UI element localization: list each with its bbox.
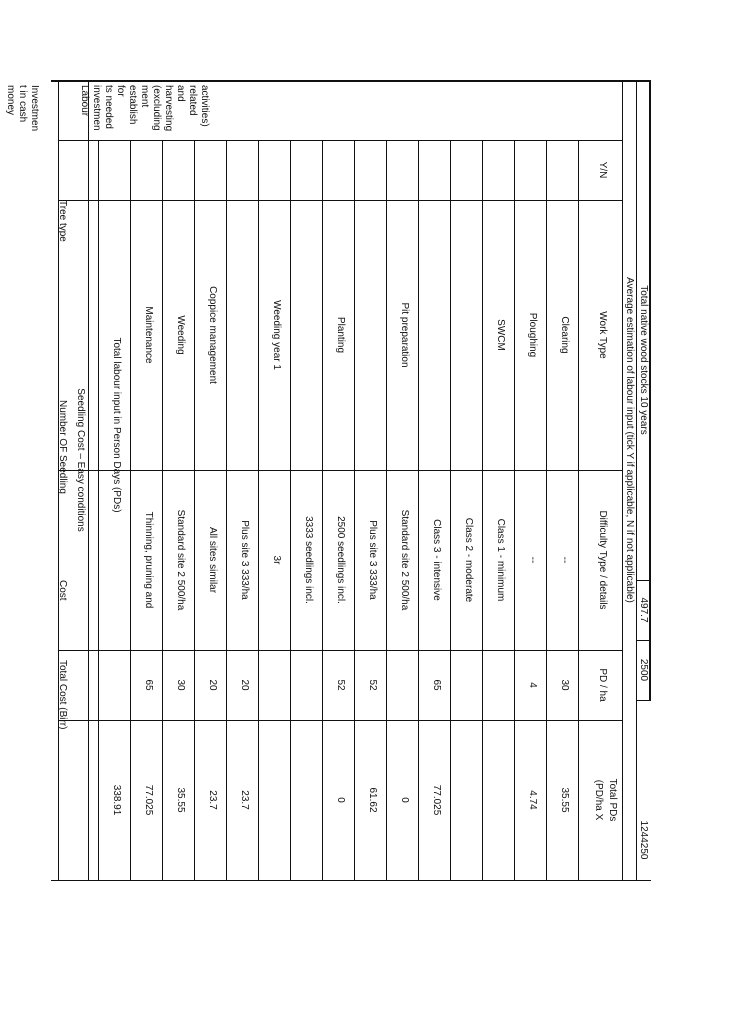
top-row-title: Total native wood stocks 10 years	[638, 285, 649, 435]
top-row-value1: 497.7	[638, 597, 649, 623]
top-row-value3: 1244250	[638, 820, 649, 860]
labour-total-value: 338.91	[111, 784, 122, 816]
seedling-header-number: Number OF Seedling	[57, 400, 68, 494]
seedling-header-cost: Cost	[57, 580, 68, 601]
labour-title: Average estimation of labour input (tick Y if applicable, N if not applicable)	[624, 277, 635, 603]
header-yn: Y/N	[597, 161, 608, 179]
rotated-page: Total native wood stocks 10 years 497.7 2500 1244250 Average estimation of labour input (tick Y if applicable, N if not applicable) Labour investmen ts needed for establish ment (excluding harvesting and related activities) Y/N Work Type Difficulty Type / details PD / ha Total PDs (PD/ha X Clearing -- 30 35.55 Ploughing -- 4 4.74 SWCM Class 1 - minimum Class 2 - moderate Class 3 - intensive 65 77.025 Pit preparation Standard site 2 500/ha 0 Plus site 3 333/ha 52 61.62 Planting 2500 seedlings incl. 52 0 3333 seedlings incl. Weeding year 1 3r Plus site 3 333/ha 20 23.7 Coppice management All sites similar 20 23.7 Weeding Standard site 2 500/ha 30 35.55 Maintenance Thinning, pruning and 65 77.025 Total labour input in Person Days (PDs) 338.91 Seedling Cost – Easy conditions Investmen t in cash money Tree type Number OF Seedling Cost Total Cost (Birr)	[0, 0, 729, 1024]
header-pd-ha: PD / ha	[597, 668, 608, 702]
labour-total-label: Total labour input in Person Days (PDs)	[111, 337, 122, 513]
seedling-title: Seedling Cost – Easy conditions	[75, 388, 86, 532]
header-total-pds-2: (PD/ha X	[593, 779, 604, 821]
top-row-value2: 2500	[638, 658, 649, 682]
header-work-type: Work Type	[597, 311, 608, 359]
seedling-header-tree-type: Tree type	[57, 200, 68, 242]
header-difficulty: Difficulty Type / details	[597, 510, 608, 610]
seedling-header-total-cost: Total Cost (Birr)	[57, 660, 68, 730]
header-total-pds-1: Total PDs	[607, 778, 618, 822]
